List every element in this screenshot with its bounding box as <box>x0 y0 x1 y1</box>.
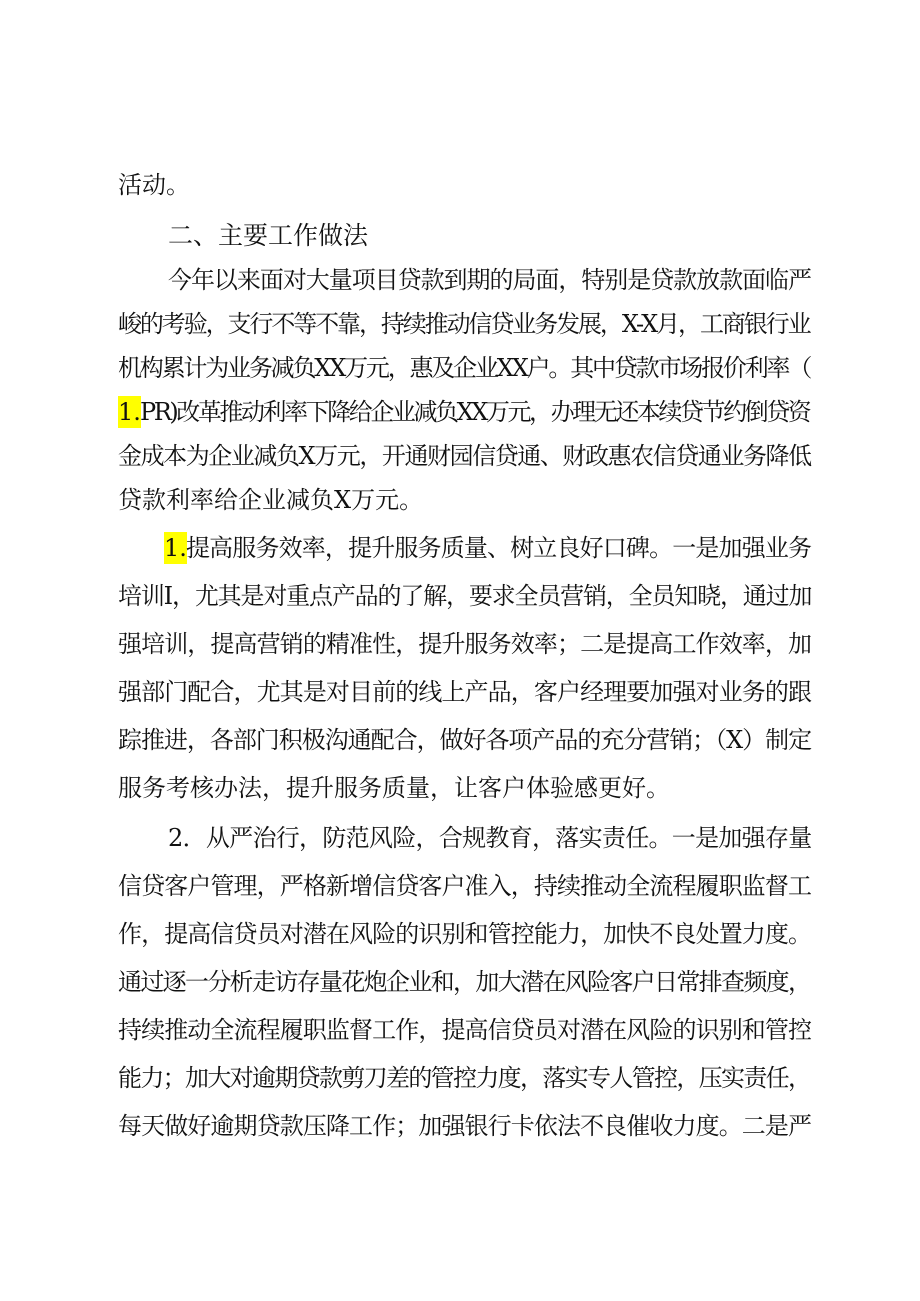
line-text: 通过逐一分析走访存量花炮企业和，加大潜在风险客户日常排查频度， <box>118 968 811 996</box>
highlight-marker: 1. <box>118 398 141 426</box>
section-heading-text: 二、主要工作做法 <box>168 221 369 250</box>
line-text: 峻的考验，支行不等不靠，持续推动信贷业务发展，X-X月，工商银行业 <box>118 310 810 338</box>
line-text: 强部门配合，尤其是对目前的线上产品，客户经理要加强对业务的跟 <box>118 678 812 706</box>
paragraph-line <box>0 772 920 804</box>
paragraph-line <box>0 870 920 902</box>
line-text: 踪推进，各部门积极沟通配合，做好各项产品的充分营销；（X）制定 <box>118 726 812 754</box>
paragraph-line <box>0 966 920 998</box>
line-text: 2．从严治行，防范风险，合规教育，落实责任。一是加强存量 <box>168 824 812 852</box>
line-text: 培训I，尤其是对重点产品的了解，要求全员营销，全员知晓，通过加 <box>118 582 812 610</box>
line-text: 每天做好逾期贷款压降工作；加强银行卡依法不良催收力度。二是严 <box>118 1112 812 1140</box>
line-text: 金成本为企业减负X万元，开通财园信贷通、财政惠农信贷通业务降低 <box>118 442 811 470</box>
line-text: 作，提高信贷员对潜在风险的识别和管控能力，加快不良处置力度。 <box>118 920 812 948</box>
paragraph-line <box>0 396 920 428</box>
paragraph-line <box>0 169 920 201</box>
paragraph-line <box>0 264 920 296</box>
line-text: 机构累计为业务减负XX万元，惠及企业XX户。其中贷款市场报价利率（ <box>118 354 811 382</box>
paragraph-line <box>0 1110 920 1142</box>
paragraph-line <box>0 822 920 854</box>
paragraph-line <box>0 918 920 950</box>
line-text: PR)改革推动利率下降给企业减负XX万元，办理无还本续贷节约倒贷资 <box>140 398 810 426</box>
section-heading <box>0 220 920 252</box>
line-text: 活动。 <box>118 171 190 199</box>
paragraph-line <box>0 352 920 384</box>
line-text: 持续推动全流程履职监督工作，提高信贷员对潜在风险的识别和管控 <box>118 1016 812 1044</box>
line-text: 服务考核办法，提升服务质量，让客户体验感更好。 <box>118 774 670 802</box>
line-text: 贷款利率给企业减负X万元。 <box>118 486 424 514</box>
paragraph-line <box>0 308 920 340</box>
line-text: 今年以来面对大量项目贷款到期的局面，特别是贷款放款面临严 <box>168 266 811 294</box>
paragraph-line <box>0 628 920 660</box>
paragraph-line <box>0 580 920 612</box>
paragraph-line <box>0 532 920 564</box>
line-text: 信贷客户管理，严格新增信贷客户准入，持续推动全流程履职监督工 <box>118 872 812 900</box>
paragraph-line <box>0 440 920 472</box>
paragraph-line <box>0 1062 920 1094</box>
paragraph-line <box>0 1014 920 1046</box>
paragraph-line <box>0 484 920 516</box>
line-text: 强培训，提高营销的精准性，提升服务效率；二是提高工作效率，加 <box>118 630 812 658</box>
line-text: 能力；加大对逾期贷款剪刀差的管控力度，落实专人管控，压实责任， <box>118 1064 811 1092</box>
paragraph-line <box>0 724 920 756</box>
highlight-marker: 1. <box>164 534 187 562</box>
paragraph-line <box>0 676 920 708</box>
line-text: 提高服务效率，提升服务质量、树立良好口碑。一是加强业务 <box>186 534 812 562</box>
